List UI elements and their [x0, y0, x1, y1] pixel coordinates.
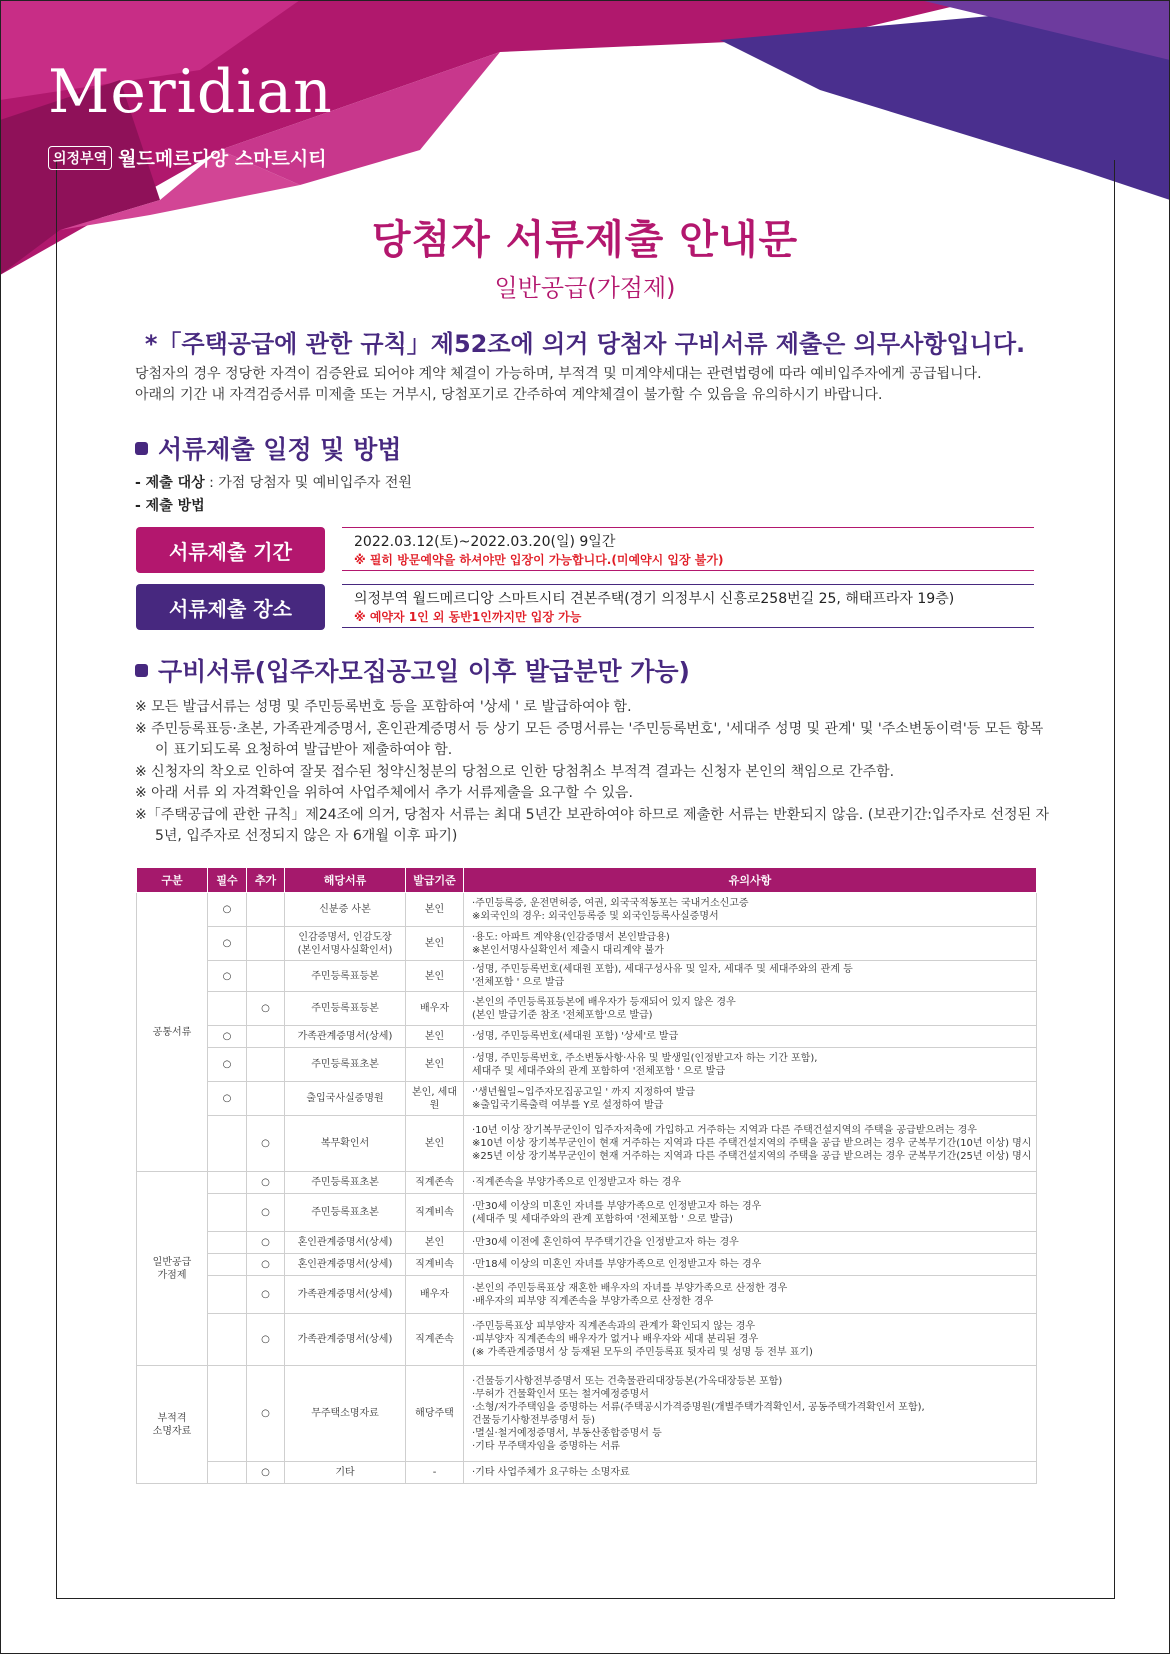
- intro-line: 당첨자의 경우 정당한 자격이 검증완료 되어야 계약 체결이 가능하며, 부적격 및 미계약세대는 관련법령에 따라 예비입주자에게 공급됩니다.: [135, 366, 982, 382]
- section-heading-text: 구비서류(입주자모집공고일 이후 발급분만 가능): [158, 657, 690, 686]
- document-name: 출입국사실증명원: [285, 1082, 406, 1116]
- table-row: [137, 961, 1037, 992]
- table-row: [137, 1276, 1037, 1314]
- document-name: 주민등록표등본: [285, 961, 406, 992]
- document-name: 혼인관계증명서(상세): [285, 1254, 406, 1276]
- submission-info: [135, 472, 412, 518]
- required-mark: ○: [208, 1082, 247, 1116]
- period-box: [136, 527, 1036, 573]
- table-row: [137, 1232, 1037, 1254]
- required-mark: [208, 1116, 247, 1172]
- document-note: ·주민등록증, 운전면허증, 여권, 외국국적동포는 국내거소신고증 ※외국인의 경우: 외국인등록증 및 외국인등록사실증명서: [464, 893, 1037, 927]
- method-label: - 제출 방법: [135, 498, 205, 514]
- page-subtitle: 일반공급(가점제): [494, 274, 676, 302]
- document-note: ·성명, 주민등록번호(세대원 포함) '상세'로 발급: [464, 1026, 1037, 1048]
- table-row: [137, 1116, 1037, 1172]
- table-header-row: [137, 868, 1037, 893]
- column-header: 유의사항: [464, 868, 1037, 893]
- required-mark: [208, 1232, 247, 1254]
- target-value: : 가점 당첨자 및 예비입주자 전원: [204, 475, 412, 491]
- additional-mark: ○: [247, 1462, 285, 1484]
- issuance-basis: 직계비속: [406, 1194, 464, 1232]
- required-mark: [208, 1366, 247, 1462]
- document-name: 기타: [285, 1462, 406, 1484]
- document-note: ·성명, 주민등록번호, 주소변동사항·사유 및 발생일(인정받고자 하는 기간 포함), 세대주 및 세대주와의 관계 포함하여 '전체포함 ' 으로 발급: [464, 1048, 1037, 1082]
- table-row: [137, 1026, 1037, 1048]
- issuance-basis: 본인: [406, 961, 464, 992]
- table-row: [137, 1314, 1037, 1366]
- document-note: ·본인의 주민등록표등본에 배우자가 등재되어 있지 않은 경우 (본인 발급기준 참조 '전체포함'으로 발급): [464, 992, 1037, 1026]
- square-bullet-icon: [135, 664, 148, 677]
- additional-mark: [247, 1026, 285, 1048]
- additional-mark: ○: [247, 1172, 285, 1194]
- issuance-basis: 직계존속: [406, 1314, 464, 1366]
- logo-project-name: 월드메르디앙 스마트시티: [118, 148, 327, 170]
- note-item: ※ 신청자의 착오로 인하여 잘못 접수된 청약신청분의 당첨으로 인한 당첨취소 부적격 결과는 신청자 본인의 책임으로 간주함.: [135, 763, 895, 780]
- document-name: 인감증명서, 인감도장 (본인서명사실확인서): [285, 927, 406, 961]
- issuance-basis: -: [406, 1462, 464, 1484]
- brand-logo: [48, 57, 333, 171]
- additional-mark: [247, 927, 285, 961]
- period-note: ※ 필히 방문예약을 하셔야만 입장이 가능합니다.(미예약시 입장 불가): [354, 553, 724, 567]
- additional-mark: ○: [247, 1314, 285, 1366]
- target-label: - 제출 대상: [135, 475, 205, 491]
- period-body: [342, 527, 1034, 571]
- required-mark: ○: [208, 1026, 247, 1048]
- logo-wordmark: Meridian: [48, 57, 333, 127]
- column-header: 발급기준: [406, 868, 464, 893]
- document-note: ·만30세 이전에 혼인하여 무주택기간을 인정받고자 하는 경우: [464, 1232, 1037, 1254]
- document-name: 가족관계증명서(상세): [285, 1276, 406, 1314]
- document-note: ·용도: 아파트 계약용(인감증명서 본인발급용) ※본인서명사실확인서 제출시 대리계약 불가: [464, 927, 1037, 961]
- note-item: ※ 주민등록표등·초본, 가족관계증명서, 혼인관계증명서 등 상기 모든 증명서류는 '주민등록번호', '세대주 성명 및 관계' 및 '주소변동이력'등 모든 항목이 표기되도록 요청하여 발급받아 제출하여야 함.: [135, 720, 1044, 758]
- table-row: [137, 893, 1037, 927]
- required-mark: [208, 992, 247, 1026]
- table-row: [137, 1194, 1037, 1232]
- issuance-basis: 배우자: [406, 992, 464, 1026]
- issuance-basis: 본인: [406, 893, 464, 927]
- section-heading-text: 서류제출 일정 및 방법: [158, 435, 402, 464]
- additional-mark: ○: [247, 1194, 285, 1232]
- section-heading-schedule: [135, 430, 401, 466]
- additional-mark: ○: [247, 1232, 285, 1254]
- document-name: 주민등록표초본: [285, 1194, 406, 1232]
- logo-subline: [48, 144, 333, 171]
- additional-mark: ○: [247, 1254, 285, 1276]
- column-header: 추가: [247, 868, 285, 893]
- document-name: 주민등록표초본: [285, 1048, 406, 1082]
- additional-mark: [247, 1048, 285, 1082]
- group-label: 공통서류: [137, 893, 208, 1172]
- required-mark: ○: [208, 1048, 247, 1082]
- required-mark: [208, 1314, 247, 1366]
- issuance-basis: 해당주택: [406, 1366, 464, 1462]
- period-label: 서류제출 기간: [136, 527, 325, 573]
- document-name: 복무확인서: [285, 1116, 406, 1172]
- required-mark: [208, 1276, 247, 1314]
- required-mark: [208, 1254, 247, 1276]
- square-bullet-icon: [135, 442, 148, 455]
- issuance-basis: 직계존속: [406, 1172, 464, 1194]
- document-note: ·성명, 주민등록번호(세대원 포함), 세대구성사유 및 일자, 세대주 및 세대주와의 관계 등 '전체포함 ' 으로 발급: [464, 961, 1037, 992]
- issuance-basis: 본인: [406, 1116, 464, 1172]
- required-documents-table: [136, 867, 1037, 1484]
- table-row: [137, 1254, 1037, 1276]
- logo-station-tag: 의정부역: [48, 146, 112, 170]
- additional-mark: [247, 1082, 285, 1116]
- place-label: 서류제출 장소: [136, 584, 325, 630]
- document-note: ·10년 이상 장기복무군인이 입주자저축에 가입하고 거주하는 지역과 다른 주택건설지역의 주택을 공급받으려는 경우 ※10년 이상 장기복무군인이 현재 거주하는 지역과 다른 주택건설지역의 주택을 공급 받으려는 경우 군복무기간(10년 이상) 명시 ※25년 이상 장기복무군인이 현재 거주하는 지역과 다른 주택건설지역의 주택을 공급 받으려는 경우 군복무기간(25년 이상) 명시: [464, 1116, 1037, 1172]
- document-name: 주민등록표등본: [285, 992, 406, 1026]
- issuance-basis: 본인, 세대원: [406, 1082, 464, 1116]
- intro-paragraph: [135, 364, 1055, 406]
- section-heading-documents: [135, 652, 690, 688]
- table-row: [137, 1082, 1037, 1116]
- column-header: 해당서류: [285, 868, 406, 893]
- additional-mark: ○: [247, 992, 285, 1026]
- additional-mark: ○: [247, 1116, 285, 1172]
- place-address: 의정부역 월드메르디앙 스마트시티 견본주택(경기 의정부시 신흥로258번길 25, 해태프라자 19층): [354, 591, 955, 607]
- document-note: ·만30세 이상의 미혼인 자녀를 부양가족으로 인정받고자 하는 경우 (세대주 및 세대주와의 관계 포함하여 '전체포함 ' 으로 발급): [464, 1194, 1037, 1232]
- document-note: ·직계존속을 부양가족으로 인정받고자 하는 경우: [464, 1172, 1037, 1194]
- document-note: ·본인의 주민등록표상 재혼한 배우자의 자녀를 부양가족으로 산정한 경우 ·배우자의 피부양 직계존속을 부양가족으로 산정한 경우: [464, 1276, 1037, 1314]
- table-row: [137, 1462, 1037, 1484]
- required-mark: ○: [208, 961, 247, 992]
- document-notes: [135, 697, 1055, 848]
- document-name: 가족관계증명서(상세): [285, 1314, 406, 1366]
- document-note: ·기타 사업주체가 요구하는 소명자료: [464, 1462, 1037, 1484]
- table-row: [137, 1048, 1037, 1082]
- additional-mark: ○: [247, 1276, 285, 1314]
- page-title: 당첨자 서류제출 안내문: [371, 217, 799, 263]
- issuance-basis: 직계비속: [406, 1254, 464, 1276]
- note-item: ※ 모든 발급서류는 성명 및 주민등록번호 등을 포함하여 '상세 ' 로 발급하여야 함.: [135, 699, 632, 715]
- document-note: ·주민등록표상 피부양자 직계존속과의 관계가 확인되지 않는 경우 ·피부양자 직계존속의 배우자가 없거나 배우자와 세대 분리된 경우 (※ 가족관계증명서 상 등재된 모두의 주민등록표 뒷자리 및 성명 등 전부 표기): [464, 1314, 1037, 1366]
- table-row: [137, 927, 1037, 961]
- group-label: 부적격 소명자료: [137, 1366, 208, 1484]
- period-dates: 2022.03.12(토)~2022.03.20(일) 9일간: [354, 534, 616, 550]
- note-item: ※「주택공급에 관한 규칙」제24조에 의거, 당첨자 서류는 최대 5년간 보관하여야 하므로 제출한 서류는 반환되지 않음. (보관기간:입주자로 선정된 자 5년, 입주자로 선정되지 않은 자 6개월 이후 파기): [135, 806, 1050, 844]
- issuance-basis: 본인: [406, 1232, 464, 1254]
- additional-mark: [247, 961, 285, 992]
- required-mark: ○: [208, 927, 247, 961]
- table-row: [137, 1366, 1037, 1462]
- issuance-basis: 본인: [406, 1026, 464, 1048]
- document-note: ·'생년월일~입주자모집공고일 ' 까지 지정하여 발급 ※출입국기록출력 여부를 Y로 설정하여 발급: [464, 1082, 1037, 1116]
- document-note: ·건물등기사항전부증명서 또는 건축물관리대장등본(가옥대장등본 포함) ·무허가 건물확인서 또는 철거예정증명서 ·소형/저가주택임을 증명하는 서류(주택공시가격증명원(개별주택가격확인서, 공동주택가격확인서 포함), 건물등기사항전부증명서 등) ·멸실·철거예정증명서, 부동산종합증명서 등 ·기타 무주택자임을 증명하는 서류: [464, 1366, 1037, 1462]
- group-label: 일반공급 가점제: [137, 1172, 208, 1366]
- required-mark: [208, 1194, 247, 1232]
- required-mark: ○: [208, 893, 247, 927]
- document-name: 무주택소명자료: [285, 1366, 406, 1462]
- additional-mark: ○: [247, 1366, 285, 1462]
- document-name: 신분증 사본: [285, 893, 406, 927]
- document-note: ·만18세 이상의 미혼인 자녀를 부양가족으로 인정받고자 하는 경우: [464, 1254, 1037, 1276]
- place-body: [342, 584, 1034, 628]
- required-mark: [208, 1172, 247, 1194]
- required-mark: [208, 1462, 247, 1484]
- table-row: [137, 992, 1037, 1026]
- issuance-basis: 본인: [406, 927, 464, 961]
- document-name: 혼인관계증명서(상세): [285, 1232, 406, 1254]
- column-header: 필수: [208, 868, 247, 893]
- place-note: ※ 예약자 1인 외 동반1인까지만 입장 가능: [354, 610, 582, 624]
- document-name: 주민등록표초본: [285, 1172, 406, 1194]
- issuance-basis: 본인: [406, 1048, 464, 1082]
- column-header: 구분: [137, 868, 208, 893]
- table-row: [137, 1172, 1037, 1194]
- note-item: ※ 아래 서류 외 자격확인을 위하여 사업주체에서 추가 서류제출을 요구할 수 있음.: [135, 785, 633, 801]
- issuance-basis: 배우자: [406, 1276, 464, 1314]
- place-box: [136, 584, 1036, 630]
- document-name: 가족관계증명서(상세): [285, 1026, 406, 1048]
- additional-mark: [247, 893, 285, 927]
- regulation-notice: *「주택공급에 관한 규칙」제52조에 의거 당첨자 구비서류 제출은 의무사항입니다.: [144, 330, 1026, 358]
- intro-line: 아래의 기간 내 자격검증서류 미제출 또는 거부시, 당첨포기로 간주하여 계약체결이 불가할 수 있음을 유의하시기 바랍니다.: [135, 387, 883, 403]
